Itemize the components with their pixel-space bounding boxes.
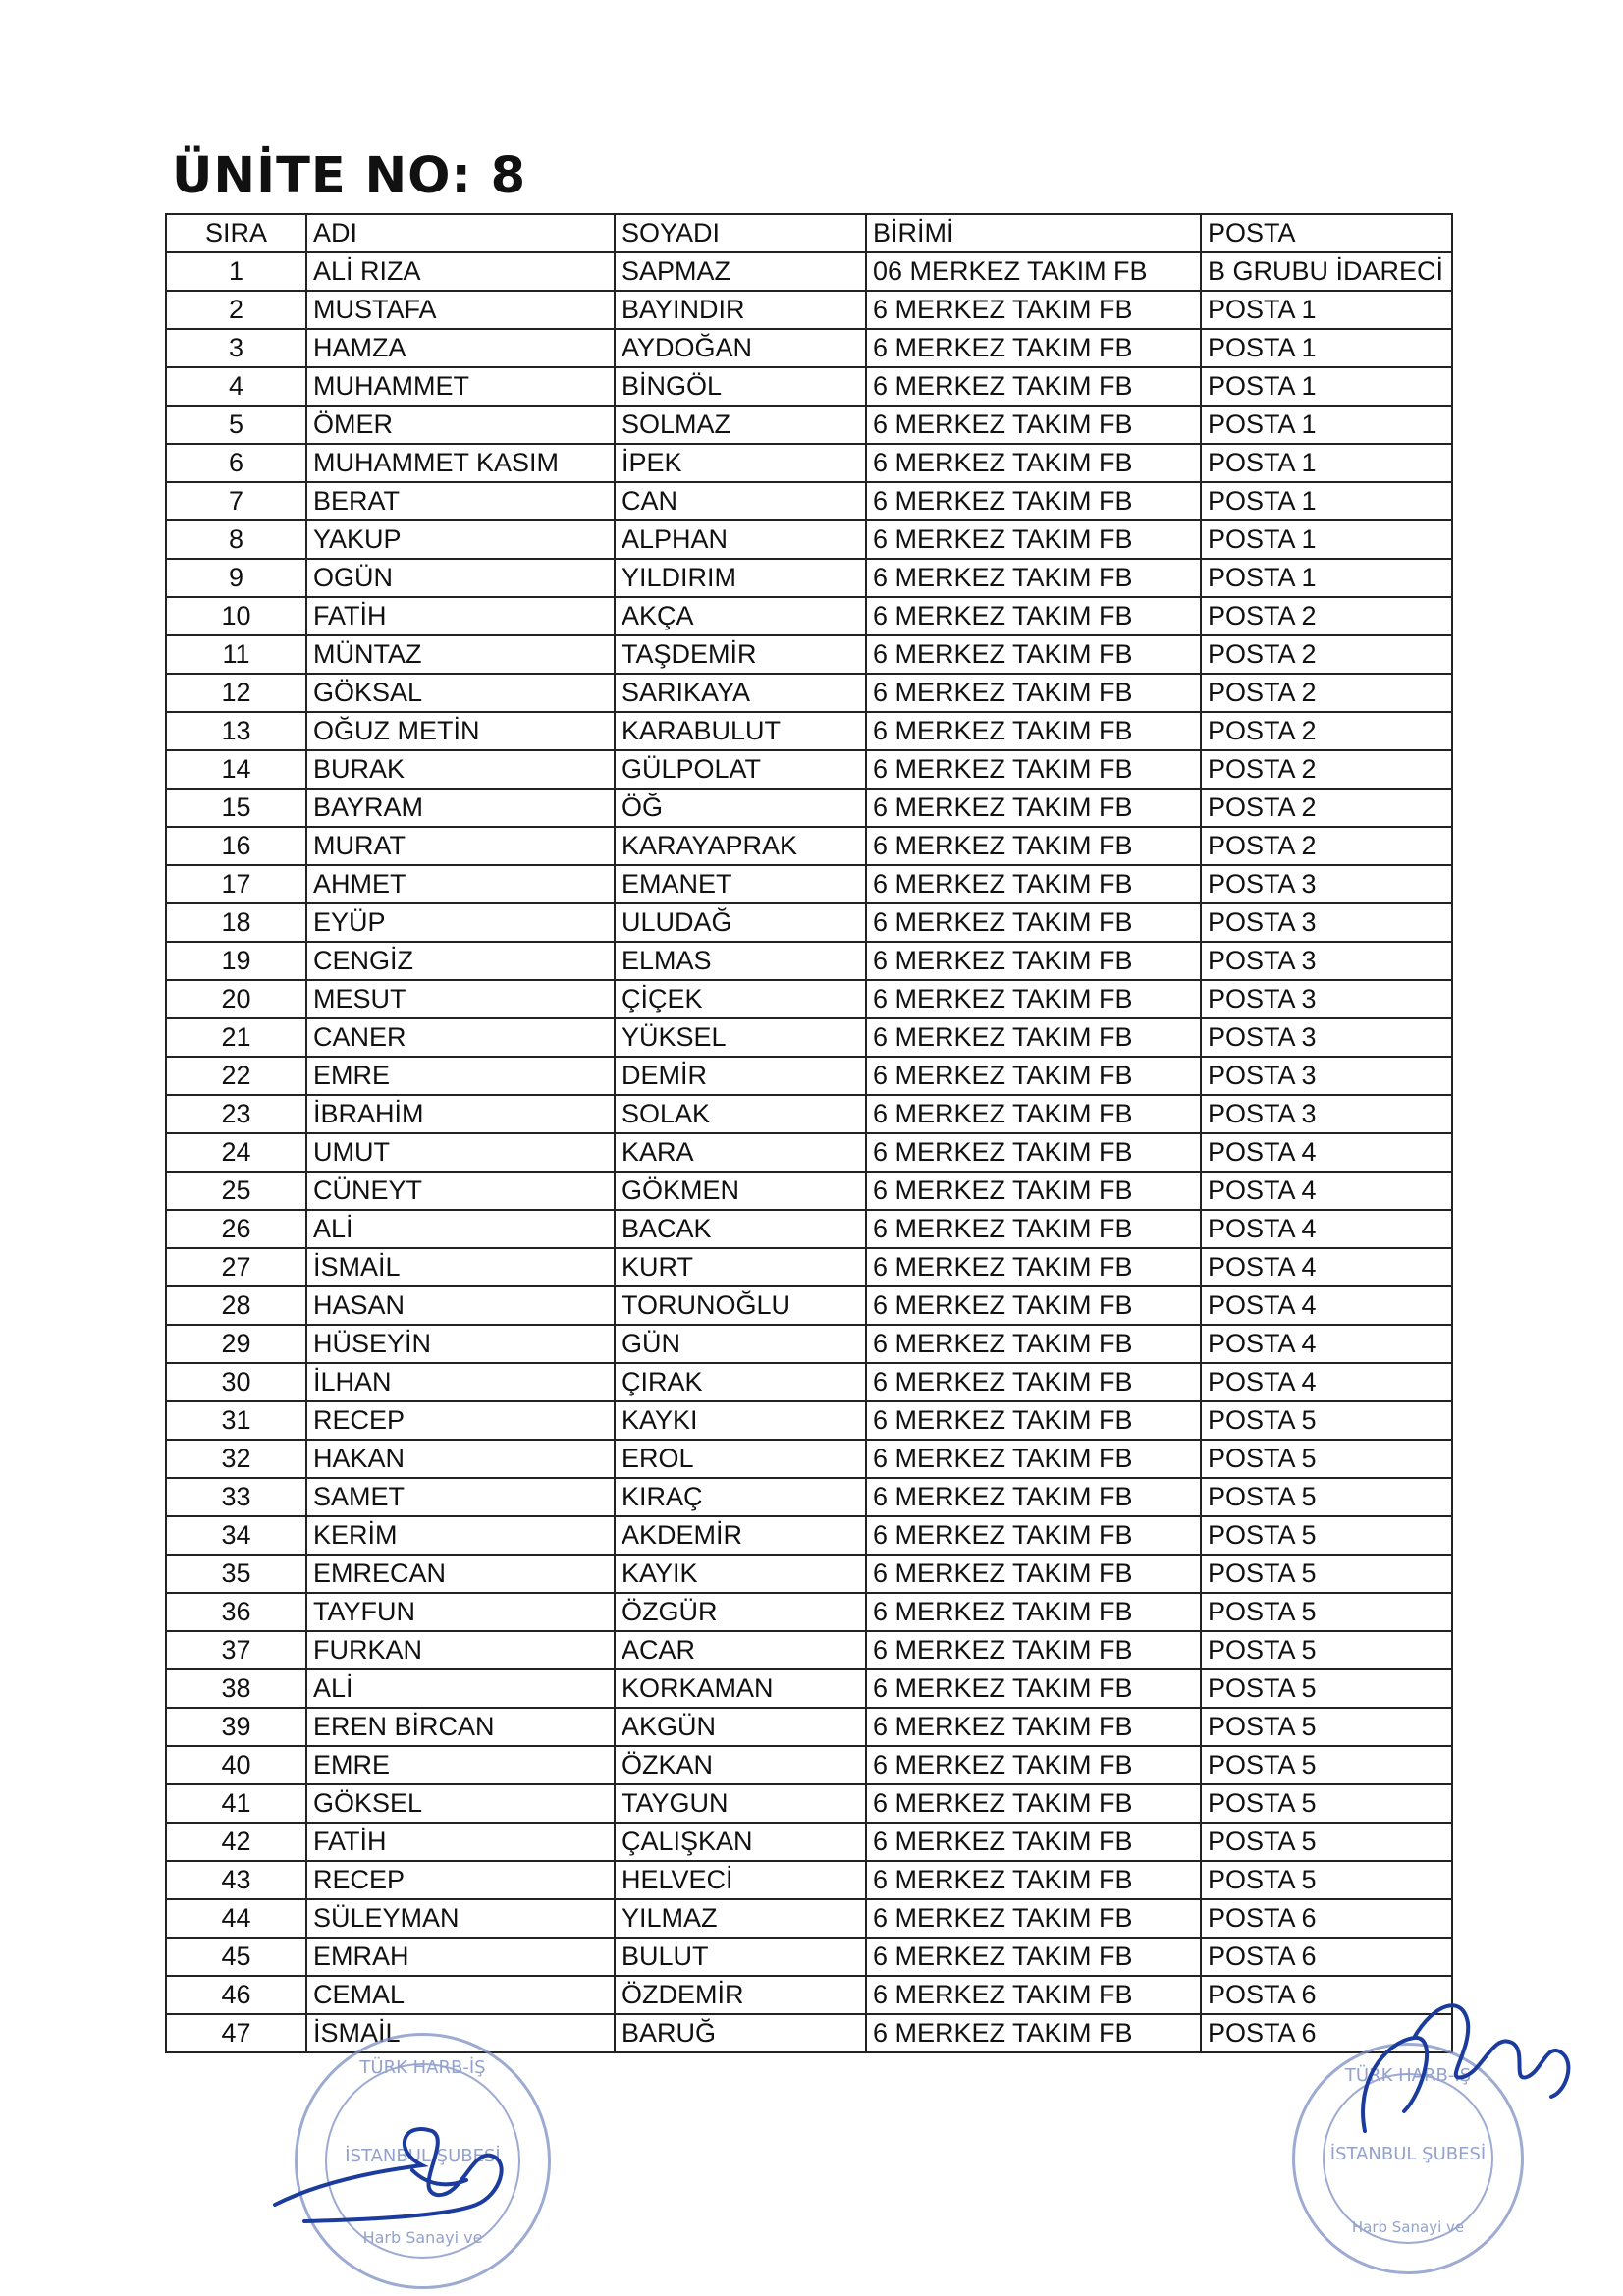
signature-left [265,2111,560,2239]
table-row [166,1057,1452,1095]
cell-birimi: 6 MERKEZ TAKIM FB [866,367,1201,406]
cell-posta: POSTA 2 [1201,789,1452,827]
cell-birimi: 6 MERKEZ TAKIM FB [866,1516,1201,1555]
cell-soyadi: ÇİÇEK [615,980,866,1018]
cell-birimi: 6 MERKEZ TAKIM FB [866,520,1201,559]
cell-adi: SÜLEYMAN [306,1899,615,1938]
cell-sira: 34 [166,1516,306,1555]
cell-posta: POSTA 2 [1201,597,1452,635]
cell-soyadi: KARAYAPRAK [615,827,866,865]
table-row [166,559,1452,597]
cell-posta: POSTA 4 [1201,1363,1452,1401]
cell-soyadi: ACAR [615,1631,866,1669]
cell-posta: POSTA 4 [1201,1172,1452,1210]
cell-sira: 12 [166,674,306,712]
cell-birimi: 6 MERKEZ TAKIM FB [866,1057,1201,1095]
cell-posta: POSTA 5 [1201,1401,1452,1440]
table-row [166,1133,1452,1172]
cell-sira: 38 [166,1669,306,1708]
cell-birimi: 6 MERKEZ TAKIM FB [866,329,1201,367]
cell-sira: 10 [166,597,306,635]
cell-posta: POSTA 1 [1201,406,1452,444]
table-row [166,1976,1452,2014]
cell-sira: 17 [166,865,306,903]
cell-posta: POSTA 6 [1201,2014,1452,2052]
cell-adi: BAYRAM [306,789,615,827]
cell-soyadi: ÖZKAN [615,1746,866,1784]
cell-birimi: 6 MERKEZ TAKIM FB [866,559,1201,597]
stamp-center-text: İSTANBUL ŞUBESİ [1329,2144,1487,2164]
header-adi: ADI [306,214,615,252]
cell-adi: HAKAN [306,1440,615,1478]
header-sira: SIRA [166,214,306,252]
cell-adi: İSMAİL [306,1248,615,1286]
table-row [166,1516,1452,1555]
cell-adi: HAMZA [306,329,615,367]
cell-soyadi: KARA [615,1133,866,1172]
cell-birimi: 6 MERKEZ TAKIM FB [866,1861,1201,1899]
cell-adi: CÜNEYT [306,1172,615,1210]
table-row [166,1784,1452,1823]
cell-sira: 41 [166,1784,306,1823]
cell-adi: ÖMER [306,406,615,444]
cell-adi: EYÜP [306,903,615,942]
cell-sira: 25 [166,1172,306,1210]
table-row [166,1823,1452,1861]
cell-birimi: 6 MERKEZ TAKIM FB [866,1248,1201,1286]
stamp-ring-text: TÜRK HARB-İŞ [1344,2065,1472,2086]
cell-soyadi: İPEK [615,444,866,482]
cell-sira: 46 [166,1976,306,2014]
cell-soyadi: EMANET [615,865,866,903]
cell-sira: 23 [166,1095,306,1133]
cell-sira: 14 [166,750,306,789]
cell-posta: POSTA 2 [1201,750,1452,789]
cell-adi: UMUT [306,1133,615,1172]
page-title: ÜNİTE NO: 8 [172,147,527,205]
table-row [166,750,1452,789]
cell-sira: 47 [166,2014,306,2052]
cell-sira: 22 [166,1057,306,1095]
table-row [166,789,1452,827]
table-row [166,1555,1452,1593]
cell-birimi: 6 MERKEZ TAKIM FB [866,1631,1201,1669]
cell-posta: POSTA 4 [1201,1133,1452,1172]
cell-soyadi: BACAK [615,1210,866,1248]
table-row [166,903,1452,942]
cell-adi: CEMAL [306,1976,615,2014]
cell-sira: 24 [166,1133,306,1172]
cell-birimi: 6 MERKEZ TAKIM FB [866,865,1201,903]
cell-sira: 36 [166,1593,306,1631]
cell-birimi: 6 MERKEZ TAKIM FB [866,750,1201,789]
cell-sira: 7 [166,482,306,520]
cell-posta: POSTA 4 [1201,1286,1452,1325]
cell-birimi: 6 MERKEZ TAKIM FB [866,1133,1201,1172]
cell-adi: MÜNTAZ [306,635,615,674]
cell-adi: KERİM [306,1516,615,1555]
cell-adi: RECEP [306,1401,615,1440]
cell-sira: 5 [166,406,306,444]
cell-sira: 13 [166,712,306,750]
cell-adi: MUHAMMET KASIM [306,444,615,482]
cell-birimi: 6 MERKEZ TAKIM FB [866,1478,1201,1516]
cell-soyadi: ALPHAN [615,520,866,559]
cell-birimi: 6 MERKEZ TAKIM FB [866,291,1201,329]
cell-birimi: 6 MERKEZ TAKIM FB [866,1363,1201,1401]
cell-birimi: 6 MERKEZ TAKIM FB [866,712,1201,750]
cell-sira: 18 [166,903,306,942]
cell-posta: POSTA 1 [1201,291,1452,329]
table-row [166,597,1452,635]
cell-sira: 37 [166,1631,306,1669]
cell-adi: TAYFUN [306,1593,615,1631]
cell-birimi: 6 MERKEZ TAKIM FB [866,1976,1201,2014]
cell-sira: 31 [166,1401,306,1440]
cell-adi: RECEP [306,1861,615,1899]
header-posta: POSTA [1201,214,1452,252]
table-row [166,406,1452,444]
table-row [166,1286,1452,1325]
stamp-bottom-text: Harb Sanayi ve [1351,2218,1465,2236]
cell-adi: MESUT [306,980,615,1018]
cell-birimi: 6 MERKEZ TAKIM FB [866,1440,1201,1478]
cell-adi: İLHAN [306,1363,615,1401]
cell-posta: POSTA 3 [1201,1095,1452,1133]
cell-posta: POSTA 3 [1201,1018,1452,1057]
cell-adi: EMRAH [306,1938,615,1976]
cell-birimi: 6 MERKEZ TAKIM FB [866,1286,1201,1325]
table-row [166,712,1452,750]
cell-posta: POSTA 3 [1201,903,1452,942]
cell-birimi: 6 MERKEZ TAKIM FB [866,1555,1201,1593]
signature-right [1345,1984,1591,2180]
cell-posta: POSTA 4 [1201,1210,1452,1248]
cell-sira: 29 [166,1325,306,1363]
cell-birimi: 6 MERKEZ TAKIM FB [866,1669,1201,1708]
cell-birimi: 6 MERKEZ TAKIM FB [866,674,1201,712]
table-row [166,329,1452,367]
cell-birimi: 6 MERKEZ TAKIM FB [866,942,1201,980]
cell-birimi: 6 MERKEZ TAKIM FB [866,635,1201,674]
cell-sira: 26 [166,1210,306,1248]
table-row [166,482,1452,520]
cell-soyadi: ELMAS [615,942,866,980]
cell-posta: POSTA 2 [1201,827,1452,865]
cell-posta: POSTA 1 [1201,520,1452,559]
cell-posta: POSTA 5 [1201,1746,1452,1784]
cell-posta: POSTA 5 [1201,1555,1452,1593]
cell-adi: OĞUZ METİN [306,712,615,750]
cell-posta: POSTA 3 [1201,865,1452,903]
cell-posta: POSTA 1 [1201,367,1452,406]
table-row [166,1325,1452,1363]
table-row [166,1172,1452,1210]
cell-sira: 45 [166,1938,306,1976]
cell-soyadi: AKDEMİR [615,1516,866,1555]
cell-adi: BURAK [306,750,615,789]
cell-birimi: 6 MERKEZ TAKIM FB [866,597,1201,635]
cell-adi: FATİH [306,1823,615,1861]
cell-posta: POSTA 4 [1201,1325,1452,1363]
table-row [166,827,1452,865]
table-row [166,1401,1452,1440]
cell-posta: POSTA 6 [1201,1899,1452,1938]
cell-birimi: 6 MERKEZ TAKIM FB [866,1210,1201,1248]
cell-sira: 9 [166,559,306,597]
cell-soyadi: YILMAZ [615,1899,866,1938]
table-row [166,1478,1452,1516]
cell-adi: MUHAMMET [306,367,615,406]
table-row [166,1861,1452,1899]
cell-soyadi: EROL [615,1440,866,1478]
cell-soyadi: GÖKMEN [615,1172,866,1210]
table-row [166,865,1452,903]
cell-adi: FATİH [306,597,615,635]
cell-soyadi: SOLMAZ [615,406,866,444]
cell-sira: 8 [166,520,306,559]
cell-soyadi: TAYGUN [615,1784,866,1823]
cell-birimi: 6 MERKEZ TAKIM FB [866,1708,1201,1746]
table-row [166,444,1452,482]
cell-sira: 16 [166,827,306,865]
cell-adi: EMRE [306,1057,615,1095]
cell-soyadi: ULUDAĞ [615,903,866,942]
cell-posta: POSTA 5 [1201,1669,1452,1708]
table-row [166,252,1452,291]
cell-birimi: 6 MERKEZ TAKIM FB [866,2014,1201,2052]
cell-posta: POSTA 1 [1201,329,1452,367]
cell-posta: POSTA 3 [1201,942,1452,980]
cell-sira: 43 [166,1861,306,1899]
cell-sira: 35 [166,1555,306,1593]
cell-birimi: 6 MERKEZ TAKIM FB [866,1172,1201,1210]
cell-sira: 2 [166,291,306,329]
cell-posta: POSTA 1 [1201,482,1452,520]
cell-adi: ALİ [306,1210,615,1248]
cell-adi: EMRE [306,1746,615,1784]
cell-adi: İBRAHİM [306,1095,615,1133]
cell-sira: 20 [166,980,306,1018]
cell-soyadi: BAYINDIR [615,291,866,329]
cell-adi: HASAN [306,1286,615,1325]
table-row [166,367,1452,406]
stamp-ring-text: TÜRK HARB-İŞ [359,2057,486,2078]
cell-adi: SAMET [306,1478,615,1516]
cell-soyadi: DEMİR [615,1057,866,1095]
cell-posta: POSTA 4 [1201,1248,1452,1286]
cell-sira: 4 [166,367,306,406]
cell-adi: EREN BİRCAN [306,1708,615,1746]
stamp-bottom-text: Harb Sanayi ve [362,2228,483,2247]
cell-sira: 28 [166,1286,306,1325]
cell-birimi: 6 MERKEZ TAKIM FB [866,980,1201,1018]
cell-adi: GÖKSEL [306,1784,615,1823]
table-row [166,674,1452,712]
table-row [166,1018,1452,1057]
cell-soyadi: TORUNOĞLU [615,1286,866,1325]
table-row [166,1363,1452,1401]
cell-posta: POSTA 5 [1201,1516,1452,1555]
cell-posta: POSTA 5 [1201,1823,1452,1861]
cell-soyadi: YILDIRIM [615,559,866,597]
table-row [166,635,1452,674]
cell-birimi: 06 MERKEZ TAKIM FB [866,252,1201,291]
cell-soyadi: BİNGÖL [615,367,866,406]
table-row [166,1440,1452,1478]
cell-adi: MURAT [306,827,615,865]
table-row [166,1708,1452,1746]
cell-sira: 15 [166,789,306,827]
cell-soyadi: KURT [615,1248,866,1286]
table-row [166,1210,1452,1248]
cell-sira: 32 [166,1440,306,1478]
cell-adi: BERAT [306,482,615,520]
cell-birimi: 6 MERKEZ TAKIM FB [866,1095,1201,1133]
cell-posta: POSTA 2 [1201,674,1452,712]
cell-adi: EMRECAN [306,1555,615,1593]
cell-posta: POSTA 3 [1201,980,1452,1018]
table-row [166,520,1452,559]
cell-sira: 11 [166,635,306,674]
cell-sira: 39 [166,1708,306,1746]
cell-soyadi: AYDOĞAN [615,329,866,367]
table-row [166,2014,1452,2052]
cell-posta: POSTA 1 [1201,559,1452,597]
cell-soyadi: GÜLPOLAT [615,750,866,789]
cell-birimi: 6 MERKEZ TAKIM FB [866,406,1201,444]
cell-adi: ALİ [306,1669,615,1708]
cell-birimi: 6 MERKEZ TAKIM FB [866,1401,1201,1440]
cell-soyadi: HELVECİ [615,1861,866,1899]
cell-posta: POSTA 6 [1201,1976,1452,2014]
table-row [166,1248,1452,1286]
cell-sira: 33 [166,1478,306,1516]
cell-posta: POSTA 5 [1201,1708,1452,1746]
cell-birimi: 6 MERKEZ TAKIM FB [866,903,1201,942]
cell-birimi: 6 MERKEZ TAKIM FB [866,789,1201,827]
cell-sira: 19 [166,942,306,980]
cell-sira: 3 [166,329,306,367]
cell-birimi: 6 MERKEZ TAKIM FB [866,1018,1201,1057]
table-row [166,1938,1452,1976]
roster-table [165,213,1453,2053]
cell-soyadi: SAPMAZ [615,252,866,291]
cell-adi: FURKAN [306,1631,615,1669]
cell-soyadi: KAYKI [615,1401,866,1440]
header-birimi: BİRİMİ [866,214,1201,252]
cell-posta: POSTA 5 [1201,1784,1452,1823]
stamp-center-text: İSTANBUL ŞUBESİ [345,2146,501,2166]
cell-posta: POSTA 6 [1201,1938,1452,1976]
cell-soyadi: GÜN [615,1325,866,1363]
cell-birimi: 6 MERKEZ TAKIM FB [866,444,1201,482]
cell-adi: MUSTAFA [306,291,615,329]
table-row [166,1631,1452,1669]
cell-soyadi: ÇIRAK [615,1363,866,1401]
cell-adi: YAKUP [306,520,615,559]
cell-sira: 1 [166,252,306,291]
cell-sira: 6 [166,444,306,482]
cell-adi: ALİ RIZA [306,252,615,291]
table-row [166,291,1452,329]
roster-body [166,252,1452,2052]
cell-soyadi: TAŞDEMİR [615,635,866,674]
cell-posta: B GRUBU İDARECİ [1201,252,1452,291]
cell-soyadi: BULUT [615,1938,866,1976]
cell-soyadi: ÖĞ [615,789,866,827]
cell-birimi: 6 MERKEZ TAKIM FB [866,482,1201,520]
cell-soyadi: AKÇA [615,597,866,635]
table-header-row [166,214,1452,252]
cell-soyadi: BARUĞ [615,2014,866,2052]
cell-soyadi: YÜKSEL [615,1018,866,1057]
cell-sira: 27 [166,1248,306,1286]
cell-sira: 42 [166,1823,306,1861]
cell-soyadi: KARABULUT [615,712,866,750]
cell-sira: 21 [166,1018,306,1057]
header-soyadi: SOYADI [615,214,866,252]
cell-soyadi: KIRAÇ [615,1478,866,1516]
cell-posta: POSTA 5 [1201,1440,1452,1478]
cell-birimi: 6 MERKEZ TAKIM FB [866,1593,1201,1631]
cell-soyadi: SOLAK [615,1095,866,1133]
cell-birimi: 6 MERKEZ TAKIM FB [866,1823,1201,1861]
cell-sira: 30 [166,1363,306,1401]
cell-soyadi: ÇALIŞKAN [615,1823,866,1861]
cell-sira: 44 [166,1899,306,1938]
cell-soyadi: KAYIK [615,1555,866,1593]
cell-posta: POSTA 2 [1201,712,1452,750]
table-row [166,1593,1452,1631]
table-row [166,980,1452,1018]
cell-posta: POSTA 1 [1201,444,1452,482]
table-row [166,1746,1452,1784]
table-row [166,1095,1452,1133]
cell-soyadi: ÖZGÜR [615,1593,866,1631]
cell-posta: POSTA 5 [1201,1631,1452,1669]
cell-adi: HÜSEYİN [306,1325,615,1363]
table-row [166,1669,1452,1708]
cell-soyadi: CAN [615,482,866,520]
cell-birimi: 6 MERKEZ TAKIM FB [866,1784,1201,1823]
cell-birimi: 6 MERKEZ TAKIM FB [866,1746,1201,1784]
cell-birimi: 6 MERKEZ TAKIM FB [866,1938,1201,1976]
cell-posta: POSTA 5 [1201,1861,1452,1899]
cell-adi: OGÜN [306,559,615,597]
table-row [166,942,1452,980]
table-row [166,1899,1452,1938]
cell-birimi: 6 MERKEZ TAKIM FB [866,1899,1201,1938]
cell-adi: CANER [306,1018,615,1057]
cell-soyadi: SARIKAYA [615,674,866,712]
cell-posta: POSTA 3 [1201,1057,1452,1095]
cell-soyadi: KORKAMAN [615,1669,866,1708]
cell-birimi: 6 MERKEZ TAKIM FB [866,1325,1201,1363]
cell-soyadi: AKGÜN [615,1708,866,1746]
cell-adi: CENGİZ [306,942,615,980]
cell-posta: POSTA 2 [1201,635,1452,674]
cell-adi: GÖKSAL [306,674,615,712]
cell-adi: İSMAİL [306,2014,615,2052]
cell-posta: POSTA 5 [1201,1593,1452,1631]
cell-adi: AHMET [306,865,615,903]
cell-posta: POSTA 5 [1201,1478,1452,1516]
cell-soyadi: ÖZDEMİR [615,1976,866,2014]
cell-birimi: 6 MERKEZ TAKIM FB [866,827,1201,865]
cell-sira: 40 [166,1746,306,1784]
